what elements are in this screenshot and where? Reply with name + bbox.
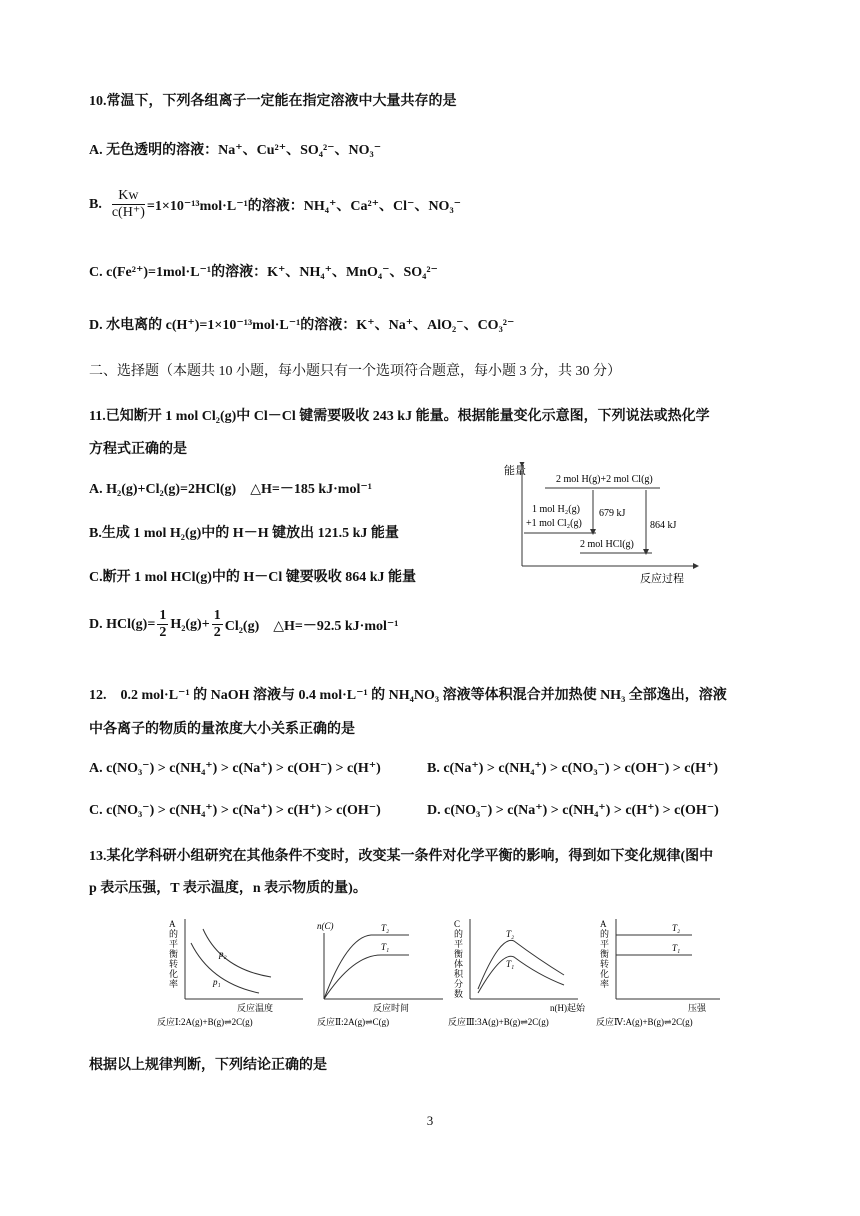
graph-3-ylabel — [454, 919, 464, 999]
value-679: 679 kJ — [599, 508, 626, 519]
graph-3-caption: 反应Ⅲ:3A(g)+B(g)⇌2C(g) — [448, 1017, 549, 1027]
ylabel-char: A — [169, 919, 176, 929]
q11-option-d — [89, 608, 398, 641]
ylabel-char: 积 — [454, 969, 464, 979]
ylabel-char: 数 — [454, 989, 464, 999]
q11-option-c: C.断开 1 mol HCl(g)中的 H－Cl 键要吸收 864 kJ 能量 — [89, 570, 417, 585]
graph-4 — [596, 915, 746, 1030]
graph-4-ylabel — [600, 919, 609, 989]
q10-option-a: A. 无色透明的溶液：Na⁺、Cu²⁺、SO₄²⁻、NO₃⁻ — [89, 143, 382, 158]
q10-option-b-rest: =1×10⁻¹³mol·L⁻¹的溶液：NH₄⁺、Ca²⁺、Cl⁻、NO₃⁻ — [146, 198, 462, 214]
graph-1-caption: 反应Ⅰ:2A(g)+B(g)⇌2C(g) — [157, 1017, 253, 1027]
ylabel-char: 体 — [454, 959, 464, 969]
level-products-label: 2 mol HCl(g) — [580, 539, 634, 550]
graph-3-label-t2: T₂ — [506, 929, 515, 939]
q13-stem-line2: p 表示压强，T 表示温度，n 表示物质的量)。 — [89, 881, 367, 896]
graph-2-label-t1: T₁ — [381, 942, 390, 952]
ylabel-char: 的 — [600, 929, 610, 939]
graph-1-label-p2: p₂ — [219, 949, 227, 959]
half-denominator: 2 — [213, 625, 221, 640]
q11-option-a: A. H₂(g)+Cl₂(g)=2HCl(g) △H=－185 kJ·mol⁻¹ — [89, 482, 372, 497]
energy-ylabel: 能量 — [504, 465, 526, 477]
ylabel-char: 率 — [169, 979, 179, 989]
graph-1-ylabel — [169, 919, 178, 989]
graph-2-curve-t1 — [324, 955, 409, 999]
q10-option-c: C. c(Fe²⁺)=1mol·L⁻¹的溶液：K⁺、NH₄⁺、MnO₄⁻、SO₄²⁻ — [89, 265, 438, 280]
q13-stem-line1: 13.某化学科研小组研究在其他条件不变时，改变某一条件对化学平衡的影响，得到如下变化规律(图中 — [89, 849, 714, 864]
q12-stem-line1: 12. 0.2 mol·L⁻¹ 的 NaOH 溶液与 0.4 mol·L⁻¹ 的 NH₄NO₃ 溶液等体积混合并加热使 NH₃ 全部逸出，溶液 — [89, 688, 727, 703]
graph-4-xlabel: 压强 — [688, 1003, 707, 1013]
level-reactants-label-2: +1 mol Cl₂(g) — [526, 518, 582, 529]
graph-1-xlabel: 反应温度 — [237, 1003, 274, 1013]
half-denominator: 2 — [159, 625, 167, 640]
ylabel-char: 转 — [169, 959, 179, 969]
ylabel-char: A — [600, 919, 607, 929]
q12-option-d: D. c(NO₃⁻) > c(Na⁺) > c(NH₄⁺) > c(H⁺) > c(OH⁻) — [427, 803, 719, 818]
graph-4-label-t1: T₁ — [672, 943, 681, 953]
energy-diagram — [500, 462, 700, 587]
graph-2-xlabel: 反应时间 — [373, 1003, 410, 1013]
q11-option-b: B.生成 1 mol H₂(g)中的 H－H 键放出 121.5 kJ 能量 — [89, 526, 399, 541]
ylabel-char: 分 — [454, 979, 464, 989]
graph-1-curve-p2 — [203, 929, 271, 977]
q11-option-d-post: Cl₂(g) △H=－92.5 kJ·mol⁻¹ — [224, 618, 399, 634]
q10-option-b — [89, 188, 461, 221]
kw-fraction — [112, 188, 145, 221]
q10-option-b-label: B. — [89, 196, 102, 212]
q10-stem: 10.常温下，下列各组离子一定能在指定溶液中大量共存的是 — [89, 94, 457, 109]
section-2-header: 二、选择题（本题共 10 小题，每小题只有一个选项符合题意，每小题 3 分，共 30 分） — [89, 364, 621, 379]
q12-option-c: C. c(NO₃⁻) > c(NH₄⁺) > c(Na⁺) > c(H⁺) > c(OH⁻) — [89, 803, 381, 818]
graph-4-label-t2: T₂ — [672, 923, 681, 933]
graph-1 — [155, 915, 315, 1030]
ylabel-char: C — [454, 919, 461, 929]
ylabel-char: 的 — [454, 929, 464, 939]
energy-xlabel: 反应过程 — [640, 573, 684, 585]
graph-2-caption: 反应Ⅱ:2A(g)⇌C(g) — [317, 1017, 390, 1027]
graph-2 — [315, 915, 455, 1030]
q11-option-d-mid: H₂(g)+ — [170, 616, 210, 632]
ylabel-char: 率 — [600, 979, 610, 989]
graph-1-label-p1: p₁ — [213, 977, 221, 987]
graph-2-ylabel: n(C) — [317, 921, 334, 931]
ylabel-char: 转 — [600, 959, 610, 969]
value-864: 864 kJ — [650, 520, 677, 531]
page-number: 3 — [426, 1113, 434, 1128]
q10-option-d: D. 水电离的 c(H⁺)=1×10⁻¹³mol·L⁻¹的溶液：K⁺、Na⁺、AlO₂⁻、CO₃²⁻ — [89, 318, 515, 333]
ylabel-char: 平 — [169, 939, 179, 949]
level-reactants-label-1: 1 mol H₂(g) — [532, 504, 580, 515]
q12-option-a: A. c(NO₃⁻) > c(NH₄⁺) > c(Na⁺) > c(OH⁻) > c(H⁺) — [89, 761, 381, 776]
q13-conclusion: 根据以上规律判断，下列结论正确的是 — [89, 1058, 327, 1073]
graph-3-label-t1: T₁ — [506, 959, 515, 969]
ylabel-char: 衡 — [169, 949, 179, 959]
ylabel-char: 平 — [454, 939, 464, 949]
graph-2-label-t2: T₂ — [381, 923, 390, 933]
kw-numerator: Kw — [112, 188, 145, 205]
ylabel-char: 衡 — [600, 949, 610, 959]
half-numerator: 1 — [159, 608, 167, 623]
graph-4-caption: 反应Ⅳ:A(g)+B(g)⇌2C(g) — [596, 1017, 693, 1027]
ylabel-char: 的 — [169, 929, 179, 939]
q11-stem-line1: 11.已知断开 1 mol Cl₂(g)中 Cl－Cl 键需要吸收 243 kJ 能量。根据能量变化示意图，下列说法或热化学 — [89, 409, 710, 424]
ylabel-char: 平 — [600, 939, 610, 949]
q12-stem-line2: 中各离子的物质的量浓度大小关系正确的是 — [89, 722, 355, 737]
level-atoms-label: 2 mol H(g)+2 mol Cl(g) — [556, 474, 653, 485]
ylabel-char: 化 — [600, 969, 610, 979]
ylabel-char: 衡 — [454, 949, 464, 959]
q12-option-b: B. c(Na⁺) > c(NH₄⁺) > c(NO₃⁻) > c(OH⁻) > c(H⁺) — [427, 761, 719, 776]
ylabel-char: 化 — [169, 969, 179, 979]
graph-3 — [448, 915, 598, 1030]
half-fraction-1 — [157, 608, 168, 641]
graph-3-xlabel: n(H)起始 — [550, 1003, 585, 1013]
q11-stem-line2: 方程式正确的是 — [89, 442, 187, 457]
half-numerator: 1 — [213, 608, 221, 623]
graph-3-curve-t2 — [478, 940, 564, 989]
kw-denominator: c(H⁺) — [111, 205, 145, 220]
half-fraction-2 — [212, 608, 223, 641]
q11-option-d-pre: D. HCl(g)= — [89, 616, 156, 632]
graph-2-curve-t2 — [324, 935, 409, 999]
